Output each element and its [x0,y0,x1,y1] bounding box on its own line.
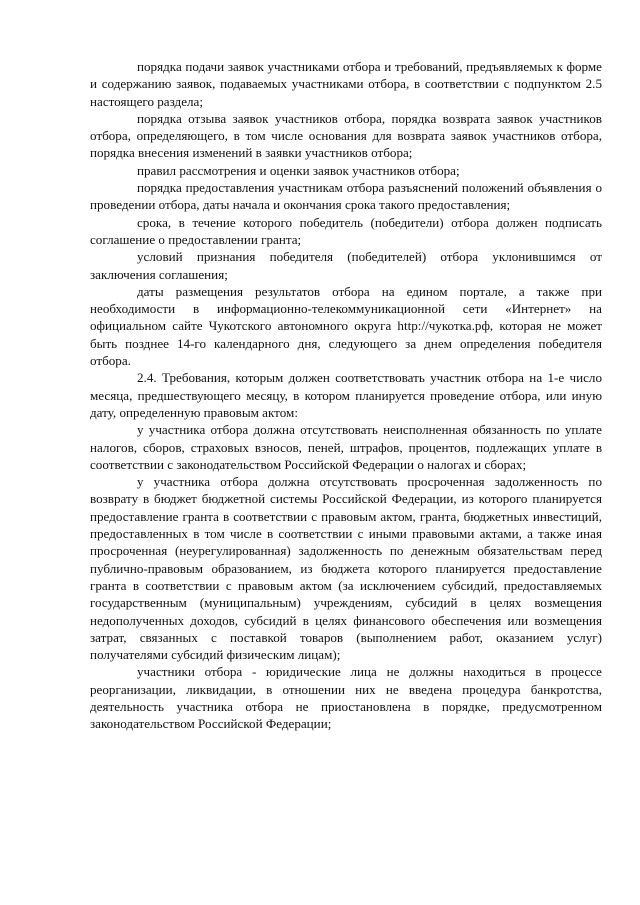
paragraph: условий признания победителя (победителей) отбора уклонившимся от заключения соглашения; [90,249,602,282]
paragraph: правил рассмотрения и оценки заявок участников отбора; [137,162,460,178]
paragraph: порядка подачи заявок участниками отбора и требований, предъявляемых к форме и содержанию заявок, подаваемых участниками отбора, в соответствии с подпунктом 2.5 настоящего раздела; [90,59,602,109]
paragraph: порядка предоставления участникам отбора разъяснений положений объявления о проведении отбора, даты начала и окончания срока такого предоставления; [90,180,602,213]
paragraph: участники отбора - юридические лица не должны находиться в процессе реорганизации, ликвидации, в отношении них не введена процедура банкротства, деятельность участника отбора не приостановлена в порядке, предусмотренном законодательством Российской Федерации; [90,664,602,732]
paragraph: у участника отбора должна отсутствовать просроченная задолженность по возврату в бюджет бюджетной системы Российской Федерации, из которого планируется предоставление гранта в соответствии с правовым актом, гранта, бюджетных инвестиций, предоставленных в том числе в соответствии с иными правовыми актами, а также иная просроченная (неурегулированная) задолженность по денежным обязательствам перед публично-правовым образованием, из бюджета которого планируется предоставление гранта в соответствии с правовым актом (за исключением субсидий, предоставляемых государственным (муниципальным) учреждениям, субсидий в целях возмещения недополученных доходов, субсидий в целях финансового обеспечения или возмещения затрат, связанных с поставкой товаров (выполнением работ, оказанием услуг) получателями субсидий физическим лицам); [90,474,602,663]
section-heading-paragraph: 2.4. Требования, которым должен соответствовать участник отбора на 1-е число месяца, предшествующего месяцу, в котором планируется проведение отбора, или иную дату, определенную правовым актом: [90,370,602,420]
paragraph: у участника отбора должна отсутствовать неисполненная обязанность по уплате налогов, сборов, страховых взносов, пеней, штрафов, процентов, подлежащих уплате в соответствии с законодательством Российской Федерации о налогах и сборах; [90,422,602,472]
paragraph: срока, в течение которого победитель (победители) отбора должен подписать соглашение о предоставлении гранта; [90,214,602,247]
paragraph: порядка отзыва заявок участников отбора, порядка возврата заявок участников отбора, определяющего, в том числе основания для возврата заявок участников отбора, порядка внесения изменений в заявки участников отбора; [90,110,602,161]
paragraph: даты размещения результатов отбора на едином портале, а также при необходимости в информационно-телекоммуникационной сети «Интернет» на официальном сайте Чукотского автономного округа http://чукотка.рф, которая не может быть позднее 14-го календарного дня, следующего за днем определения победителя отбора. [90,283,602,369]
document-page [90,58,602,733]
